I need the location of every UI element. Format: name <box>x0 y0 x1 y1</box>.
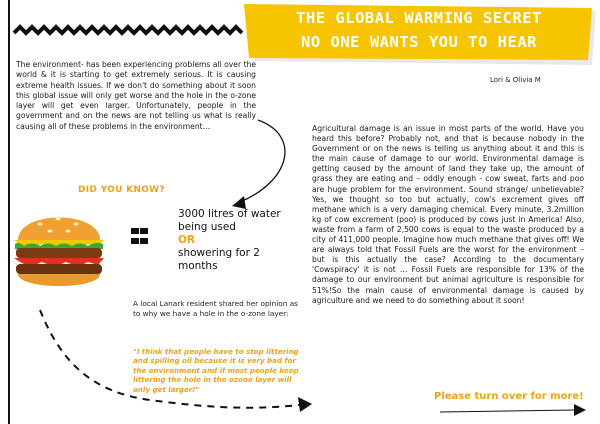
zigzag-divider <box>14 27 242 33</box>
arrow-head-right <box>574 404 586 416</box>
stat-line-2: being used <box>178 221 236 233</box>
arrow-curve-top <box>240 120 285 202</box>
arrow-head-bottom <box>298 397 312 412</box>
authors: Lori & Olivia M <box>490 76 541 84</box>
burger-icon <box>14 218 104 287</box>
intro-paragraph: The environment- has been experiencing problems all over the world & it is starting to get extremely serious. It is causing extreme health issues. If we don't do something about it soon this global issue will only get worse and the hole in the o-zone layer will get even larger. Unfortunately, people in the government and on the news are not telling us what is really causing all of these problems in the environment… <box>16 60 256 131</box>
stat-line-4: months <box>178 260 218 272</box>
main-article-text: Agricultural damage is an issue in most parts of the world. Have you heard this before? Probably not, and that is because nobody in the Government or on the news is telling us anything about it and this is the main cause of damage to our world. Environmental damage is getting caused by the amount of land they take up, the amount of grass they are eating and – oddly enough - cow sweat, farts and poo are huge problem for the environment. Sound strange/ unbelievable? Yes, we thought so too but actually, cow's excrement gives off methane which is a very damaging chemical. Every minute, 3.2million kg of cow excrement (poo) is produced by cows just in America! Also, waste from a farm of 2,500 cows is equal to the waste produced by a city of 411,000 people. Imagine how much methane that gives off! We are always told that Fossil Fuels are the worst for the environment – but is this actually the case? According to the documentary 'Cowspiracy' it is not … Fossil Fuels are responsible for 13% of the damage to our environment but animal agriculture is responsible for 51%!So the main cause of environmental damage is caused by agriculture and we need to do something about it soon! <box>312 124 584 305</box>
turn-over-note: Please turn over for more! <box>434 391 584 402</box>
did-you-know-heading: DID YOU KNOW? <box>78 185 165 195</box>
stat-line-3: showering for 2 <box>178 247 260 259</box>
title <box>246 6 592 54</box>
resident-intro: A local Lanark resident shared her opinion as to why we have a hole in the o-zone layer: <box>133 299 298 318</box>
title-line-1: THE GLOBAL WARMING SECRET <box>296 9 542 27</box>
stat-line-1: 3000 litres of water <box>178 208 281 220</box>
stat-or: OR <box>178 234 196 246</box>
equals-icon <box>131 228 148 244</box>
resident-quote: "I think that people have to stop littering and spilling oil because it is very bad for the environment and if most people keep littering the hole in the ozone layer will only get larger!" <box>133 347 299 394</box>
water-stat <box>178 208 281 273</box>
title-line-2: NO ONE WANTS YOU TO HEAR <box>301 33 537 51</box>
arrow-line-right <box>440 410 575 412</box>
